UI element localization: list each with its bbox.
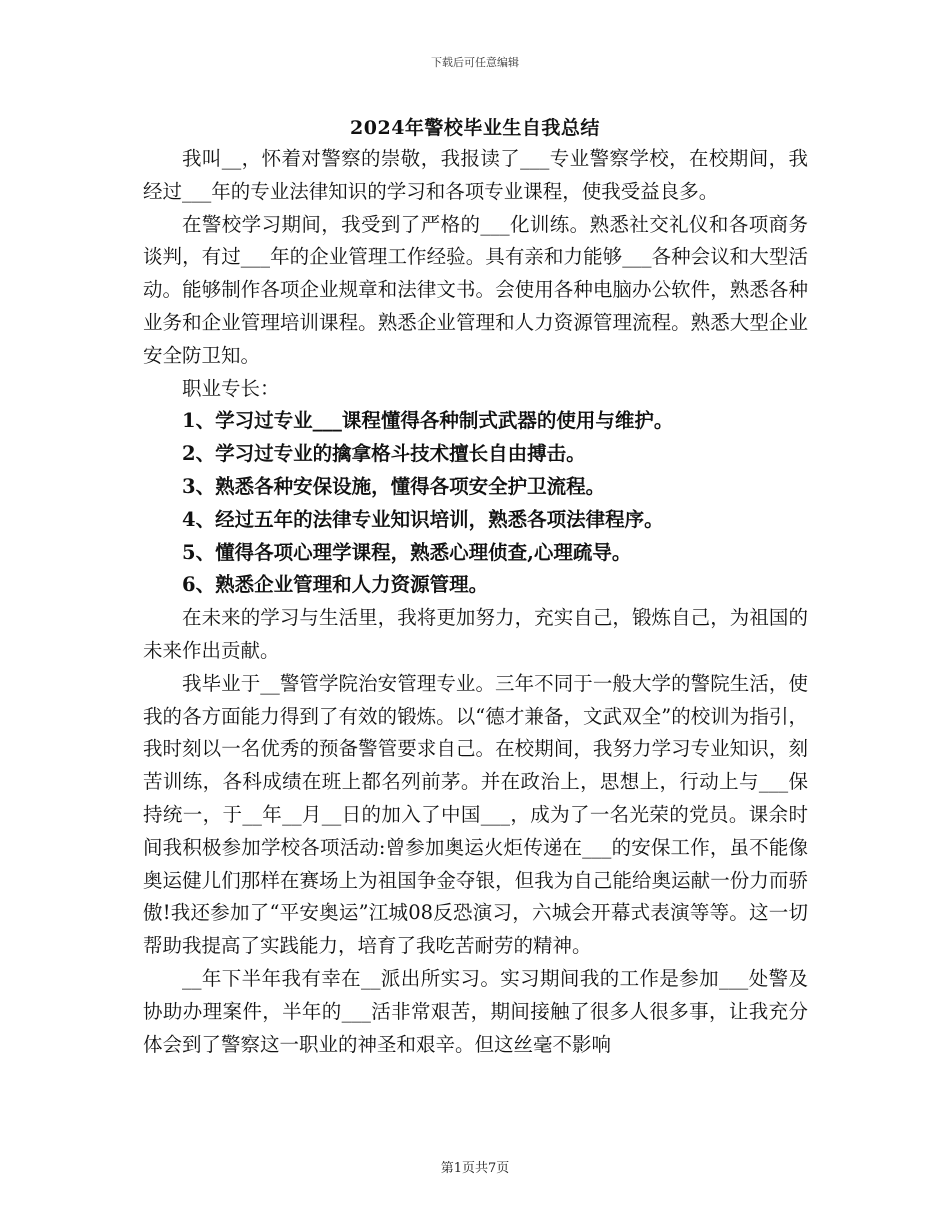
specialty-item-3: 3、熟悉各种安保设施，懂得各项安全护卫流程。	[182, 474, 606, 498]
specialty-item-1: 1、学习过专业___课程懂得各种制式武器的使用与维护。	[182, 409, 674, 433]
paragraph-internship: __年下半年我有幸在__派出所实习。实习期间我的工作是参加___处警及协助办理案件，半年的___活非常艰苦，期间接触了很多人很多事，让我充分体会到了警察这一职业的神圣和艰辛。但这丝毫不影响	[143, 966, 808, 1056]
paragraph-training: 在警校学习期间，我受到了严格的___化训练。熟悉社交礼仪和各项商务谈判，有过___年的企业管理工作经验。具有亲和力能够___各种会议和大型活动。能够制作各项企业规章和法律文书。会使用各种电脑办公软件，熟悉各种业务和企业管理培训课程。熟悉企业管理和人力资源管理流程。熟悉大型企业安全防卫知。	[143, 212, 808, 367]
paragraph-specialty-heading: 职业专长：	[182, 376, 280, 400]
specialty-item-6: 6、熟悉企业管理和人力资源管理。	[182, 573, 489, 597]
page-footer: 第1页共7页	[440, 1161, 510, 1176]
document-title: 2024年警校毕业生自我总结	[350, 117, 600, 139]
paragraph-future: 在未来的学习与生活里，我将更加努力，充实自己，锻炼自己，为祖国的未来作出贡献。	[143, 606, 808, 662]
page-header: 下载后可任意编辑	[431, 56, 519, 69]
specialty-item-5: 5、懂得各项心理学课程，熟悉心理侦查,心理疏导。	[182, 540, 632, 564]
specialty-item-4: 4、经过五年的法律专业知识培训，熟悉各项法律程序。	[182, 507, 664, 531]
paragraph-graduation: 我毕业于__警管学院治安管理专业。三年不同于一般大学的警院生活，使我的各方面能力得到了有效的锻炼。以“德才兼备，文武双全”的校训为指引，我时刻以一名优秀的预备警管要求自己。在校期间，我努力学习专业知识，刻苦训练，各科成绩在班上都名列前茅。并在政治上，思想上，行动上与___保持统一，于__年__月__日的加入了中国___，成为了一名光荣的党员。课余时间我积极参加学校各项活动:曾参加奥运火炬传递在___的安保工作，虽不能像奥运健儿们那样在赛场上为祖国争金夺银，但我为自己能给奥运献一份力而骄傲!我还参加了“平安奥运”江城08反恐演习，六城会开幕式表演等等。这一切帮助我提高了实践能力，培育了我吃苦耐劳的精神。	[143, 671, 808, 958]
paragraph-intro: 我叫__，怀着对警察的崇敬，我报读了___专业警察学校，在校期间，我经过___年的专业法律知识的学习和各项专业课程，使我受益良多。	[143, 147, 808, 203]
specialty-item-2: 2、学习过专业的擒拿格斗技术擅长自由搏击。	[182, 442, 586, 466]
document-body	[143, 143, 808, 1061]
